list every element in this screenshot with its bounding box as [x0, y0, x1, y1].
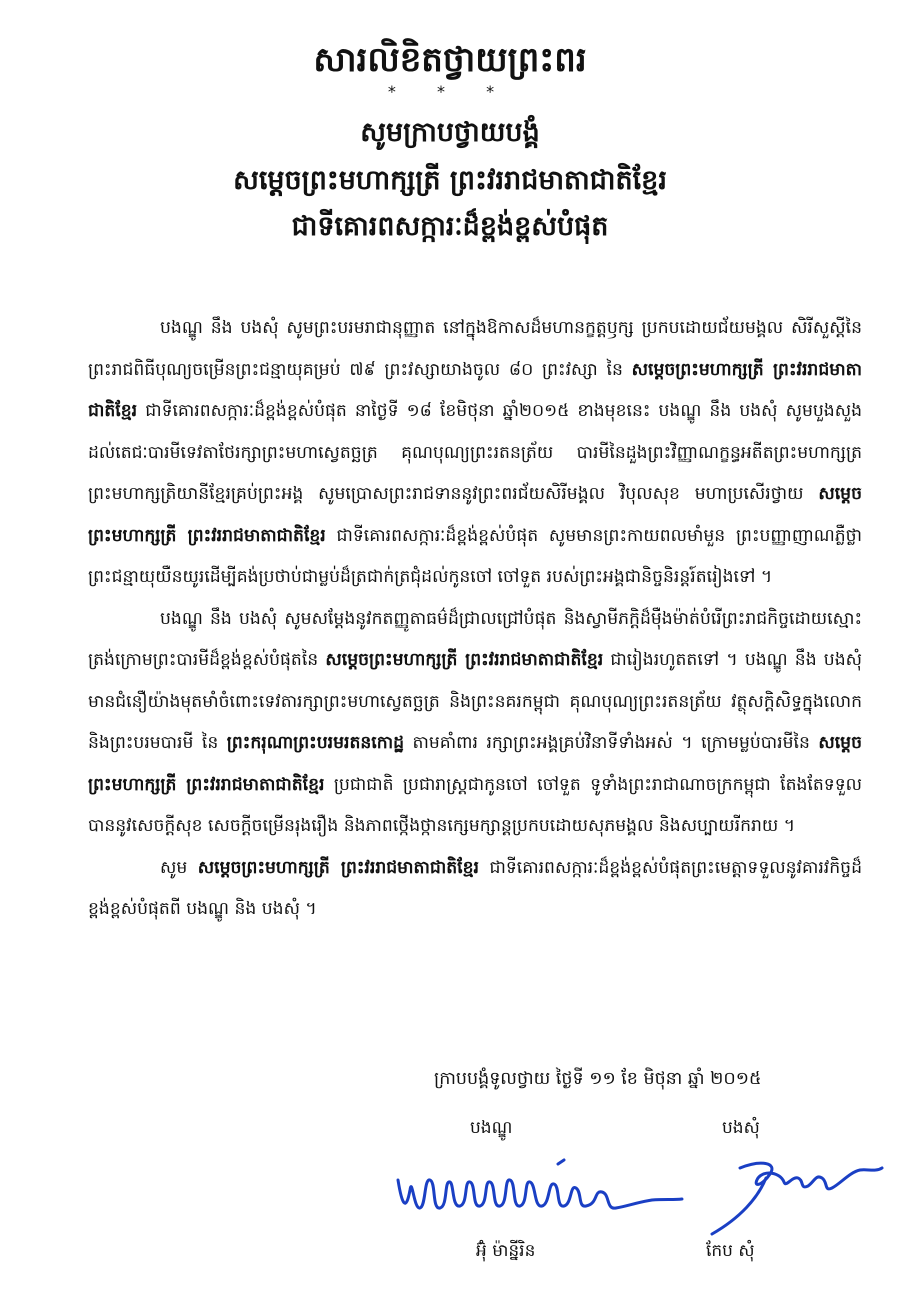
letter-body [88, 308, 862, 931]
paragraph-text: ជារៀងរហូតតទៅ ។ បងណ្ឌូ នឹង បងសុំ មានជំនឿយ៉ាងមុតមាំចំពោះទេវតារក្សាព្រះមហាស្វេតច្ឆត្រ និងព្រះនគរកម្ពុជា គុណបុណ្យព្រះរតនត្រ័យ វត្ថុសក្តិសិទ្ធក្នុងលោក និងព្រះបរមបារមី នៃ [88, 650, 862, 753]
highlighted-name: ព្រះករុណាព្រះបរមរតនកោដ្ឋ [226, 733, 405, 753]
signer-2-nickname: បងសុំ [722, 1118, 760, 1138]
closing-date: ក្រាបបង្គំទូលថ្វាយ ថ្ងៃទី ១១ ខែ មិថុនា ឆ្នាំ ២០១៥ [434, 1069, 762, 1089]
paragraph-text: សូម [160, 857, 198, 878]
title-separator: * * * [387, 82, 513, 101]
recipient-title: សម្តេចព្រះមហាក្សត្រី ព្រះវររាជមាតាជាតិខ្មែរ [233, 165, 667, 196]
signature-2 [700, 1148, 890, 1240]
paragraph-text: ជាទីគោរពសក្ការៈដ៏ខ្ពង់ខ្ពស់បំផុតព្រះមេត្តាទទួលនូវគារវកិច្ចដ៏ខ្ពង់ខ្ពស់បំផុតពី បងណ្ឌូ និង បងសុំ ។ [88, 857, 862, 919]
letter-title: សារលិខិតថ្វាយព្រះពរ [313, 40, 587, 80]
paragraph-text: ជាទីគោរពសក្ការៈដ៏ខ្ពង់ខ្ពស់បំផុត សូមមានព្រះកាយពលមាំមួន ព្រះបញ្ញាញាណភ្លឺថ្លា ព្រះជន្មាយុយឺនយូរដើម្បីគង់ប្រថាប់ជាម្លប់ដ៏ត្រជាក់ត្រជុំដល់កូនចៅ ចៅទួត របស់ព្រះអង្គជានិច្ចនិរន្តរ៍តរៀងទៅ ។ [88, 525, 862, 587]
paragraph-text: បងណ្ឌូ នឹង បងសុំ សូមព្រះបរមរាជានុញ្ញាត នៅក្នុងឱកាសដ៏មហានក្ខត្តឫក្ស ប្រកបដោយជ័យមង្គល សិរីសួស្តីនៃ ព្រះរាជពិធីបុណ្យចម្រើនព្រះជន្មាយុគម្រប់ ៧៩ ព្រះវស្សាយាងចូល ៨០ ព្រះវស្សា នៃ [88, 318, 862, 380]
salutation-line: សូមក្រាបថ្វាយបង្គំ [360, 117, 540, 148]
signer-1-full-name: អ៊ុំ ម៉ាន្នីរិន [476, 1241, 536, 1261]
paragraph-text: ប្រជាជាតិ ប្រជារាស្ត្រជាកូនចៅ ចៅទួត ទូទាំងព្រះរាជាណាចក្រកម្ពុជា តែងតែទទួលបាននូវសេចក្តីសុខ សេចក្តីចម្រើនរុងរឿង និងភាពថ្កើងថ្កានក្សេមក្សាន្តប្រកបដោយសុភមង្គល និងសប្បាយរីករាយ ។ [88, 774, 862, 836]
highlighted-name: សម្តេចព្រះមហាក្សត្រី ព្រះវររាជមាតាជាតិខ្មែរ [325, 650, 604, 670]
signature-1 [388, 1150, 688, 1230]
signer-1-nickname: បងណ្ឌូ [470, 1118, 513, 1138]
paragraph-2 [88, 599, 862, 848]
highlighted-name: សម្តេចព្រះមហាក្សត្រី ព្រះវររាជមាតាជាតិខ្មែរ [197, 857, 479, 878]
highlighted-name: សម្តេចព្រះមហាក្សត្រី ព្រះវររាជមាតាជាតិខ្មែរ [88, 484, 862, 546]
signer-2-full-name: កែប សុំ [706, 1241, 755, 1261]
highlighted-name: សម្តេចព្រះមហាក្សត្រី ព្រះវររាជមាតាជាតិខ្មែរ [88, 359, 862, 421]
recipient-honorific: ជាទីគោរពសក្ការៈដ៏ខ្ពង់ខ្ពស់បំផុត [291, 211, 609, 242]
paragraph-text: បងណ្ឌូ នឹង បងសុំ សូមសម្តែងនូវកតញ្ញូតាធម៌ដ៏ជ្រាលជ្រៅបំផុត និងស្វាមីភក្តិដ៏ម៉ឺងម៉ាត់បំរើព្រះរាជកិច្ចដោយស្មោះត្រង់ក្រោមព្រះបារមីដ៏ខ្ពង់ខ្ពស់បំផុតនៃ [88, 608, 862, 670]
highlighted-name: សម្តេចព្រះមហាក្សត្រី ព្រះវររាជមាតាជាតិខ្មែរ [88, 733, 862, 795]
paragraph-3 [88, 848, 862, 931]
paragraph-1 [88, 308, 862, 599]
paragraph-text: ជាទីគោរពសក្ការៈដ៏ខ្ពង់ខ្ពស់បំផុត នាថ្ងៃទី ១៨ ខែមិថុនា ឆ្នាំ២០១៥ ខាងមុខនេះ បងណ្ឌូ នឹង បងសុំ សូមបួងសួងដល់តេជៈបារមីទេវតាថែរក្សាព្រះមហាស្វេតច្ឆត្រ គុណបុណ្យព្រះរតនត្រ័យ បារមីនៃដួងព្រះវិញ្ញាណក្ខន្ធអតីតព្រះមហាក្សត្រ ព្រះមហាក្សត្រិយានីខ្មែរគ្រប់ព្រះអង្គ សូមប្រោសព្រះរាជទាននូវព្រះពរជ័យសិរីមង្គល វិបុលសុខ មហាប្រសើរថ្វាយ [88, 401, 862, 504]
paragraph-text: តាមគាំពារ រក្សាព្រះអង្គគ្រប់វិនាទីទាំងអស់ ។ ក្រោមម្លប់បារមីនៃ [404, 733, 819, 753]
